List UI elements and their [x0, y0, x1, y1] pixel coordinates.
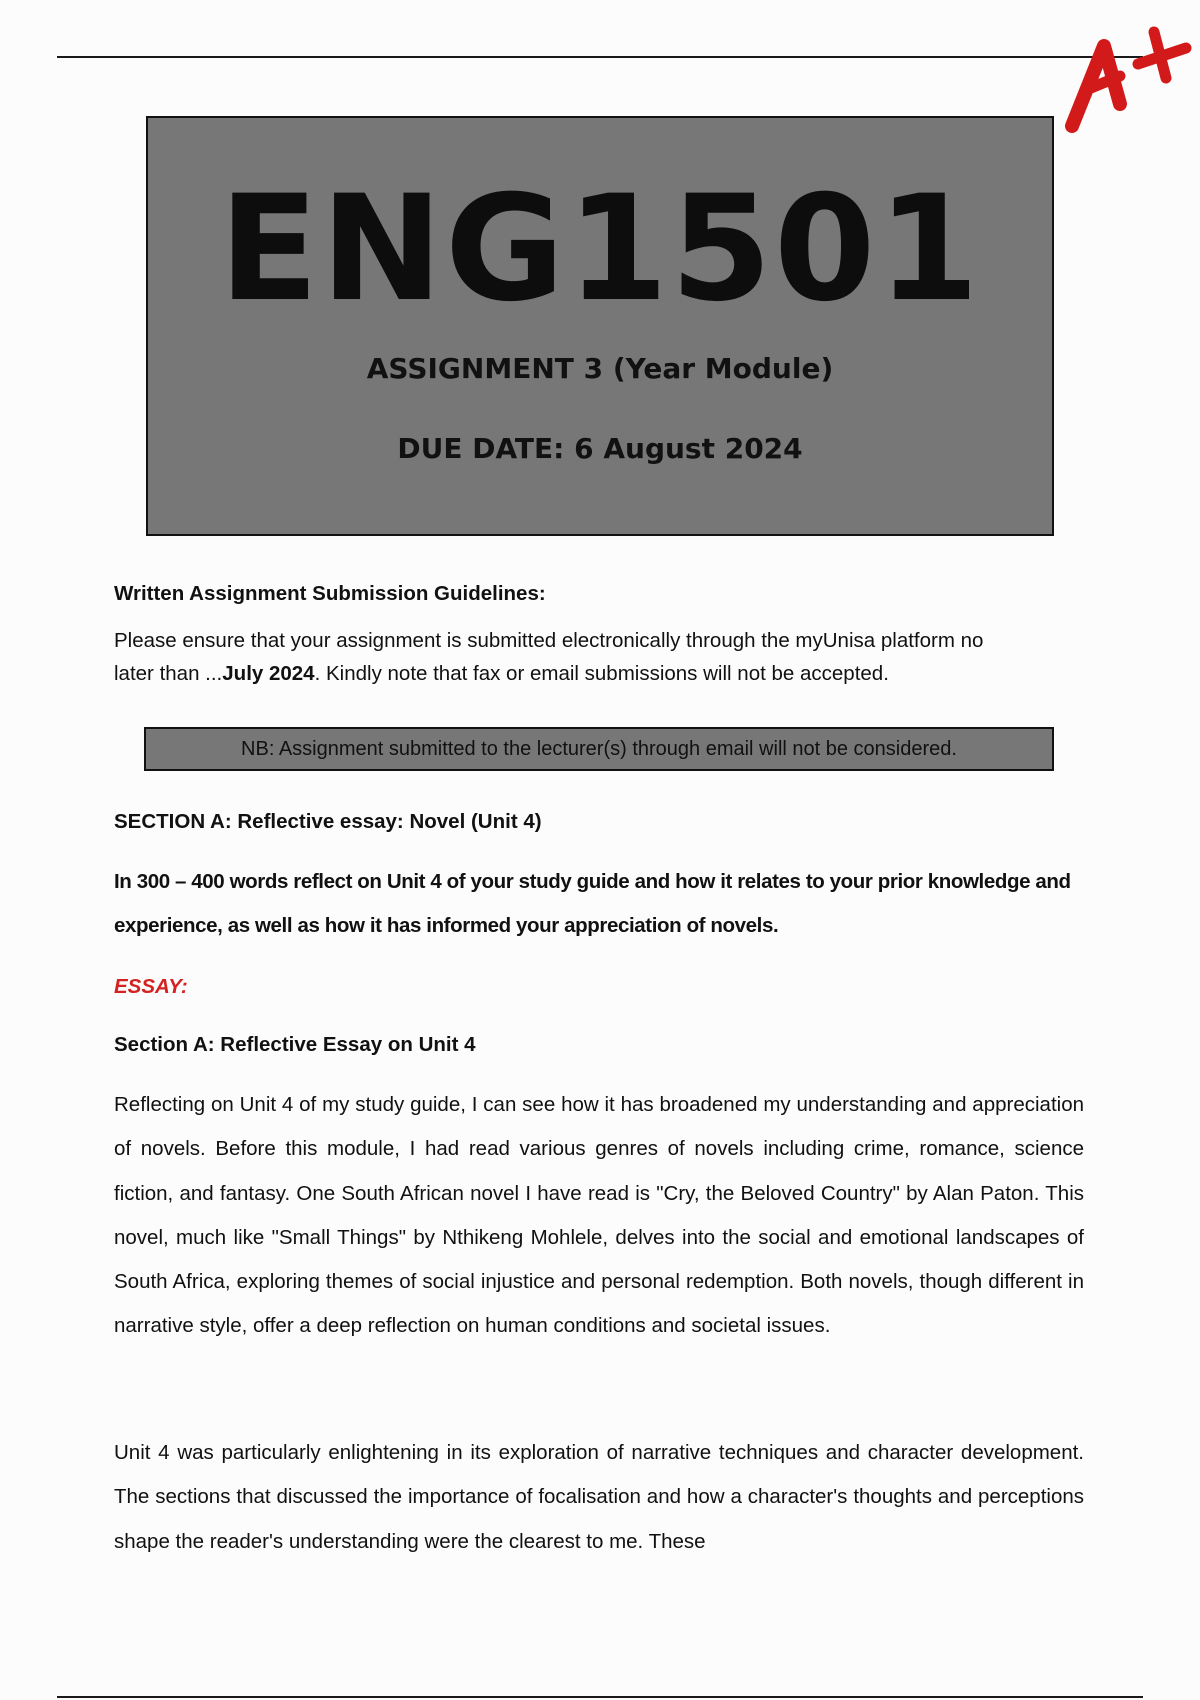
essay-paragraph-2: Unit 4 was particularly enlightening in its exploration of narrative techniques and character development. The sections that discussed the importance of focalisation and how a character's thoughts and perceptions shape the reader's understanding were the clearest to me. These [114, 1441, 1084, 1553]
essay-label: ESSAY: [114, 975, 188, 998]
bottom-rule [57, 1696, 1143, 1698]
guidelines-heading: Written Assignment Submission Guidelines: [114, 582, 546, 605]
section-a-heading: SECTION A: Reflective essay: Novel (Unit 4) [114, 810, 542, 833]
due-date: DUE DATE: 6 August 2024 [397, 432, 803, 465]
guidelines-deadline: July 2024 [222, 662, 315, 685]
essay-heading: Section A: Reflective Essay on Unit 4 [114, 1033, 476, 1056]
guidelines-line-1: Please ensure that your assignment is submitted electronically through the myUnisa platform no [114, 629, 984, 652]
guidelines-line-2-suffix: . Kindly note that fax or email submissions will not be accepted. [314, 662, 889, 685]
top-rule [57, 56, 1143, 58]
grade-mark-a-plus [1062, 26, 1192, 136]
email-notice-box: NB: Assignment submitted to the lecturer(s) through email will not be considered. [144, 727, 1054, 771]
cover-box [146, 116, 1054, 536]
section-a-prompt: In 300 – 400 words reflect on Unit 4 of your study guide and how it relates to your prior knowledge and experience, as well as how it has informed your appreciation of novels. [114, 870, 1071, 937]
assignment-title: ASSIGNMENT 3 (Year Module) [366, 352, 834, 385]
guidelines-line-2 [114, 662, 1084, 686]
essay-paragraph-1: Reflecting on Unit 4 of my study guide, I can see how it has broadened my understanding and appreciation of novels. Before this module, I had read various genres of novels including crime, romance, science fiction, and fantasy. One South African novel I have read is "Cry, the Beloved Country" by Alan Paton. This novel, much like "Small Things" by Nthikeng Mohlele, delves into the social and emotional landscapes of South Africa, exploring themes of social injustice and personal redemption. Both novels, though different in narrative style, offer a deep reflection on human conditions and societal issues. [114, 1093, 1084, 1338]
guidelines-line-2-prefix: later than ... [114, 662, 223, 685]
course-code: ENG1501 [218, 164, 982, 334]
